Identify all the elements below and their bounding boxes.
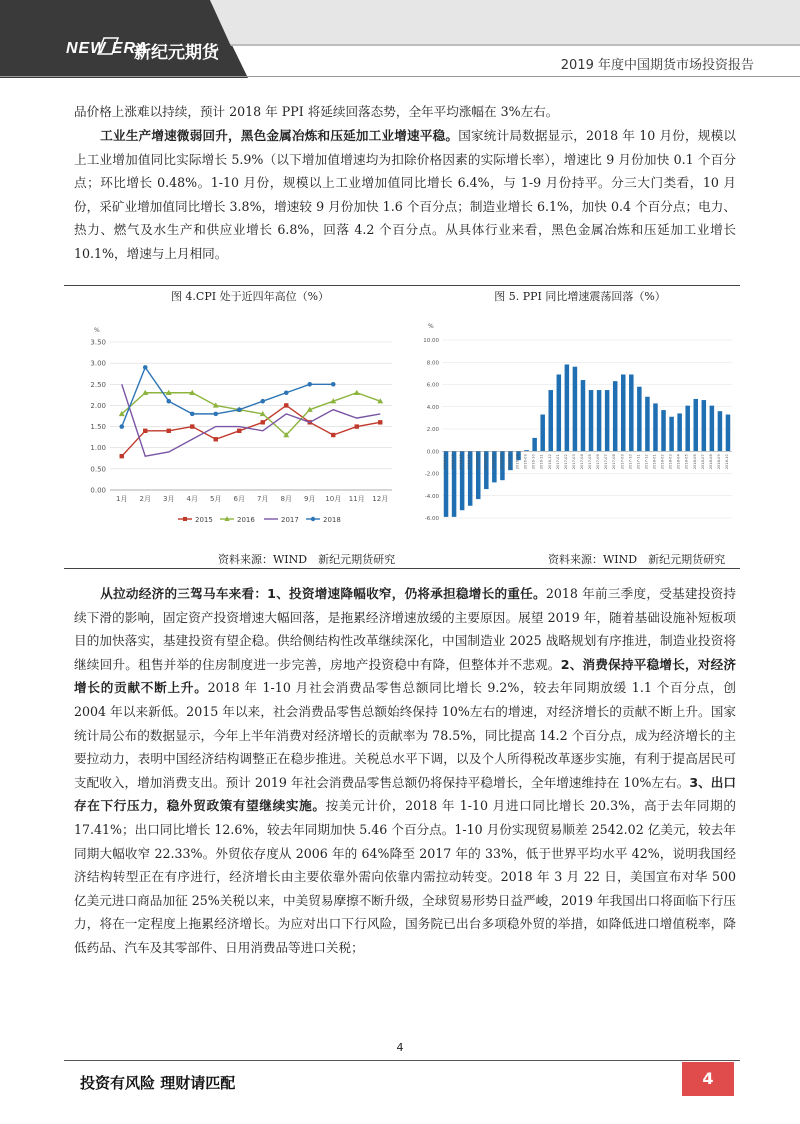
data-point-2015 xyxy=(214,437,218,441)
x-tick-label: 2016-09 xyxy=(523,454,528,470)
y-tick-label: 1.00 xyxy=(90,444,106,453)
figure-bottom-rule xyxy=(64,568,740,569)
x-tick-label: 3月 xyxy=(163,495,175,503)
figure-5-title: 图 5. PPI 同比增速震荡回落（%） xyxy=(494,290,666,303)
cpi-line-chart xyxy=(74,322,400,532)
ppi-bar xyxy=(637,387,642,452)
x-tick-label: 2017-01 xyxy=(555,454,560,470)
ppi-bar xyxy=(702,400,707,451)
ppi-bar xyxy=(573,367,578,452)
x-tick-label: 2016-11 xyxy=(539,454,544,470)
x-tick-label: 2017-08 xyxy=(612,454,617,470)
figure-top-rule xyxy=(64,285,740,286)
figure-4-title: 图 4.CPI 处于近四年高位（%） xyxy=(170,290,330,303)
text-consumption: 2018 年 1-10 月社会消费品零售总额同比增长 9.2%，较去年同期放缓 1.1 个百分点，创 2004 年以来新低。2015 年以来，社会消费品零售总额始终保持 10%左右的增速，对经济增长的贡献不断上升。国家统计局公布的数据显示，今年上半年消费对经济增长的贡献率为 78.5%，同比提高 14.2 个百分点，成为经济增长的主要拉动力，表明中国经济结构调整正在稳步推进。关税总水平下调，以及个人所得税改革逐步实施，有利于提高居民可支配收入，增加消费支出。预计 2019 年社会消费品零售总额仍将保持平稳增长，全年增速维持在 10%左右。 xyxy=(74,680,736,790)
x-tick-label: 2016-06 xyxy=(499,454,504,470)
x-tick-label: 2017-06 xyxy=(596,454,601,470)
legend-label: 2017 xyxy=(281,516,299,524)
data-point-2015 xyxy=(378,420,382,424)
y-tick-label: -4.00 xyxy=(424,493,439,500)
x-tick-label: 2016-04 xyxy=(483,454,488,470)
header-rule xyxy=(0,76,800,77)
x-tick-label: 2016-08 xyxy=(515,454,520,470)
legend-marker-2015 xyxy=(183,517,187,521)
paragraph-ppi-conclusion: 品价格上涨难以持续，预计 2018 年 PPI 将延续回落态势，全年平均涨幅在 3%左右。 xyxy=(74,104,559,119)
footer-slogan: 投资有风险 理财请匹配 xyxy=(80,1074,236,1092)
x-tick-label: 10月 xyxy=(325,495,342,503)
y-tick-label: 0.00 xyxy=(90,486,106,495)
y-tick-label: 2.50 xyxy=(90,380,106,389)
data-point-2018 xyxy=(307,382,312,387)
text-investment: 2018 年前三季度，受基建投资持续下滑的影响，固定资产投资增速大幅回落，是拖累经济增速放缓的主要原因。展望 2019 年，随着基础设施补短板项目的加快落实，基建投资有望企稳。供给侧结构性改革继续深化，中国制造业 2025 战略规划有序推进，制造业投资将继续回升。租售并举的住房制度进一步完善，房地产投资稳中有降，但整体并不悲观。 xyxy=(74,586,737,672)
ppi-bar xyxy=(718,411,723,451)
paragraph-heading: 工业生产增速微弱回升，黑色金属冶炼和压延加工业增速平稳。 xyxy=(100,128,459,143)
x-tick-label: 2016-01 xyxy=(459,454,464,470)
page-badge: 4 xyxy=(682,1062,734,1096)
x-tick-label: 2018-02 xyxy=(660,454,665,470)
y-tick-label: 4.00 xyxy=(426,404,439,411)
figure-5-source: 资料来源：WIND 新纪元期货研究 xyxy=(548,553,726,566)
ppi-bar xyxy=(669,417,674,451)
x-tick-label: 2018-05 xyxy=(684,454,689,470)
ppi-bar xyxy=(677,413,682,451)
x-tick-label: 2018-03 xyxy=(668,454,673,470)
company-logo: NEW ERA xyxy=(66,40,149,57)
x-tick-label: 2017-09 xyxy=(620,454,625,470)
x-tick-label: 8月 xyxy=(280,495,292,503)
data-point-2015 xyxy=(284,403,288,407)
ppi-bar xyxy=(645,397,650,452)
data-point-2018 xyxy=(213,412,218,417)
x-tick-label: 2018-08 xyxy=(708,454,713,470)
x-tick-label: 11月 xyxy=(348,495,365,503)
ppi-bar xyxy=(581,380,586,451)
figure-4-source: 资料来源：WIND 新纪元期货研究 xyxy=(218,553,396,566)
y-tick-label: 0.50 xyxy=(90,465,106,474)
ppi-bar xyxy=(605,390,610,451)
data-point-2018 xyxy=(119,424,124,429)
legend-marker-2018 xyxy=(311,517,315,521)
x-tick-label: 2017-04 xyxy=(579,454,584,470)
x-tick-label: 12月 xyxy=(372,495,389,503)
x-tick-label: 2017-07 xyxy=(604,454,609,470)
data-point-2015 xyxy=(261,420,265,424)
x-tick-label: 2016-02 xyxy=(467,454,472,470)
x-tick-label: 2018-04 xyxy=(676,454,681,470)
ppi-bar xyxy=(540,415,545,452)
x-tick-label: 2017-02 xyxy=(563,454,568,470)
ppi-bar xyxy=(661,410,666,451)
y-tick-label: 2.00 xyxy=(426,427,439,433)
page-number: 4 xyxy=(396,1041,404,1054)
data-point-2015 xyxy=(237,429,241,433)
x-tick-label: 2018-07 xyxy=(700,454,705,470)
ppi-bar xyxy=(565,364,570,451)
ppi-bar xyxy=(597,390,602,451)
paragraph-three-drivers xyxy=(74,582,736,960)
data-point-2015 xyxy=(190,424,194,428)
paragraph-industrial-production xyxy=(74,124,736,266)
brand-name: 新纪元期货 xyxy=(134,43,219,63)
heading-investment: 从拉动经济的三驾马车来看：1、投资增速降幅收窄，仍将承担稳增长的重任。 xyxy=(100,586,546,601)
y-tick-label: 6.00 xyxy=(426,382,439,389)
ppi-bar xyxy=(710,406,715,452)
page-header xyxy=(0,0,800,78)
x-tick-label: 2016-07 xyxy=(507,454,512,470)
x-tick-label: 2016-12 xyxy=(547,454,552,470)
data-point-2018 xyxy=(331,382,336,387)
y-tick-label: 0.00 xyxy=(426,449,439,456)
ppi-bar xyxy=(532,438,537,451)
data-point-2018 xyxy=(166,399,171,404)
legend-label: 2016 xyxy=(237,516,255,524)
x-tick-label: 4月 xyxy=(186,495,198,503)
ppi-bar xyxy=(548,390,553,451)
ppi-bar xyxy=(629,374,634,451)
data-point-2018 xyxy=(190,412,195,417)
x-tick-label: 2016-05 xyxy=(491,454,496,470)
x-tick-label: 2016-10 xyxy=(531,454,536,470)
paragraph-body: 国家统计局数据显示，2018 年 10 月份，规模以上工业增加值同比实际增长 5.9%（以下增加值增速均为扣除价格因素的实际增长率），增速比 9 月份加快 0.1 个百分点；环比增长 0.48%。1-10 月份，规模以上工业增加值同比增长 6.4%，与 1-9 月份持平。分三大门类看，10 月份，采矿业增加值同比增长 3.8%，增速较 9 月份加快 1.6 个百分点；制造业增长 6.1%，加快 0.4 个百分点；电力、热力、燃气及水生产和供应业增长 6.8%，回落 4.2 个百分点。从具体行业来看，黑色金属冶炼和压延加工业增长 10.1%，增速与上月相同。 xyxy=(74,128,737,261)
ppi-bar xyxy=(726,415,731,452)
heading-exports: 3、出口存在下行压力，稳外贸政策有望继续实施。 xyxy=(74,774,736,814)
x-tick-label: 5月 xyxy=(210,495,222,503)
x-tick-label: 2018-06 xyxy=(692,454,697,470)
x-tick-label: 2017-10 xyxy=(628,454,633,470)
data-point-2015 xyxy=(167,429,171,433)
report-title: 2019 年度中国期货市场投资报告 xyxy=(560,58,754,73)
x-tick-label: 2017-03 xyxy=(571,454,576,470)
text-exports: 按美元计价，2018 年 1-10 月进口同比增长 20.3%，高于去年同期的 17.41%；出口同比增长 12.6%，较去年同期加快 5.46 个百分点。1-10 月份实现贸易顺差 2542.02 亿美元，较去年同期大幅收窄 22.33%。外贸依存度从 2006 年的 64%降至 2017 年的 33%，低于世界平均水平 42%，说明我国经济结构转型正在有序进行，经济增长由主要依靠外需向依靠内需拉动转变。2018 年 3 月 22 日，美国宣布对华 500 亿美元进口商品加征 25%关税以来，中美贸易摩擦不断升级，全球贸易形势日益严峻，2019 年我国出口将面临下行压力，将在一定程度上拖累经济增长。为应对出口下行风险，国务院已出台多项稳外贸的举措，如降低进口增值税率，降低药品、汽车及其零部件、日用消费品等进口关税； xyxy=(74,798,737,955)
ppi-bar xyxy=(621,374,626,451)
x-tick-label: 2017-05 xyxy=(588,454,593,470)
series-line-2017 xyxy=(122,384,381,456)
data-point-2015 xyxy=(120,454,124,458)
footer-rule xyxy=(64,1060,740,1061)
ppi-bar xyxy=(693,399,698,451)
x-tick-label: 2016-03 xyxy=(475,454,480,470)
x-tick-label: 2017-11 xyxy=(636,454,641,470)
y-tick-label: 2.00 xyxy=(90,401,106,410)
data-point-2018 xyxy=(284,390,289,395)
x-tick-label: 2015-12 xyxy=(451,454,456,470)
y-tick-label: 8.00 xyxy=(426,360,439,367)
data-point-2015 xyxy=(143,429,147,433)
x-tick-label: 2018-01 xyxy=(652,454,657,470)
y-tick-label: 3.50 xyxy=(90,338,106,347)
y-tick-label: 10.00 xyxy=(423,338,439,344)
ppi-bar-chart xyxy=(416,322,738,522)
ppi-bar xyxy=(613,381,618,451)
ppi-bar xyxy=(589,390,594,451)
data-point-2018 xyxy=(237,407,242,412)
y-axis-unit: % xyxy=(94,327,100,334)
x-tick-label: 2015-11 xyxy=(443,454,448,470)
y-axis-unit: % xyxy=(428,323,434,330)
y-tick-label: 1.50 xyxy=(90,423,106,432)
data-point-2018 xyxy=(260,399,265,404)
data-point-2015 xyxy=(331,433,335,437)
y-tick-label: -2.00 xyxy=(424,471,439,478)
x-tick-label: 1月 xyxy=(116,495,128,503)
legend-label: 2018 xyxy=(323,516,341,524)
legend-label: 2015 xyxy=(195,516,213,524)
ppi-bar xyxy=(685,406,690,452)
data-point-2018 xyxy=(143,365,148,370)
x-tick-label: 2018-10 xyxy=(724,454,729,470)
x-tick-label: 9月 xyxy=(304,495,316,503)
ppi-bar xyxy=(557,374,562,451)
data-point-2015 xyxy=(355,424,359,428)
y-tick-label: 3.00 xyxy=(90,359,106,368)
x-tick-label: 2017-12 xyxy=(644,454,649,470)
y-tick-label: -6.00 xyxy=(424,516,439,522)
ppi-bar xyxy=(653,403,658,451)
x-tick-label: 2018-09 xyxy=(716,454,721,470)
x-tick-label: 6月 xyxy=(233,495,245,503)
data-point-2016 xyxy=(354,390,360,395)
x-tick-label: 2月 xyxy=(139,495,151,503)
heading-consumption: 2、消费保持平稳增长，对经济增长的贡献不断上升。 xyxy=(74,656,737,696)
x-tick-label: 7月 xyxy=(257,495,269,503)
